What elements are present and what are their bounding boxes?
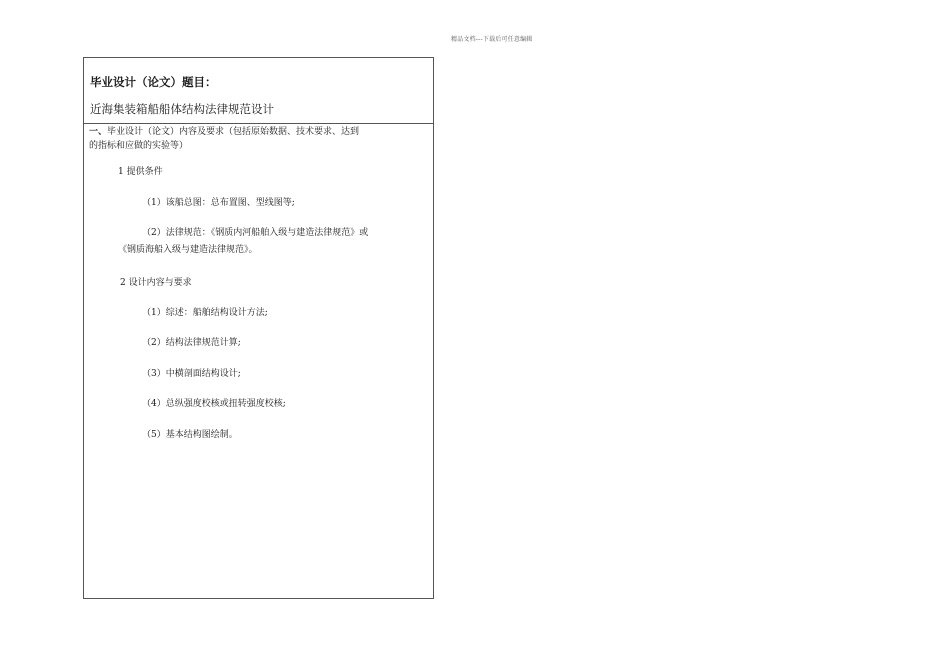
section-heading-line2: 的指标和应做的实验等） <box>89 141 189 151</box>
title-label: 毕业设计（论文）题目： <box>90 75 217 89</box>
header-note: 精品文档---下载后可任意编辑 <box>451 36 533 43</box>
section-content-requirements <box>89 125 429 153</box>
item-structure-drawing: （5）基本结构图绘制。 <box>142 430 238 440</box>
item-overview: （1）综述：船舶结构设计方法; <box>142 308 268 318</box>
thesis-title: 近海集装箱船船体结构法律规范设计 <box>90 102 274 116</box>
thesis-task-form <box>83 57 434 599</box>
item-regulations-line2: 《钢质海船入级与建造法律规范》。 <box>118 245 258 255</box>
section-heading <box>89 125 429 153</box>
item-general-drawings: （1）该船总图：总布置图、型线图等; <box>142 198 295 208</box>
item-regulations-line1: （2）法律规范：《钢质内河船舶入级与建造法律规范》或 <box>142 228 369 238</box>
item-regulation-calculation: （2）结构法律规范计算; <box>142 338 241 348</box>
title-cell <box>84 58 433 124</box>
item-midship-section: （3）中横剖面结构设计; <box>142 369 241 379</box>
item-strength-check: （4）总纵强度校核或扭转强度校核; <box>142 399 286 409</box>
section-heading-line1: 毕业设计（论文）内容及要求（包括原始数据、技术要求、达到 <box>107 127 360 137</box>
item-design-content: 2 设计内容与要求 <box>120 278 192 288</box>
section-number: 一、 <box>89 127 108 137</box>
item-provided-conditions: 1 提供条件 <box>118 167 163 177</box>
